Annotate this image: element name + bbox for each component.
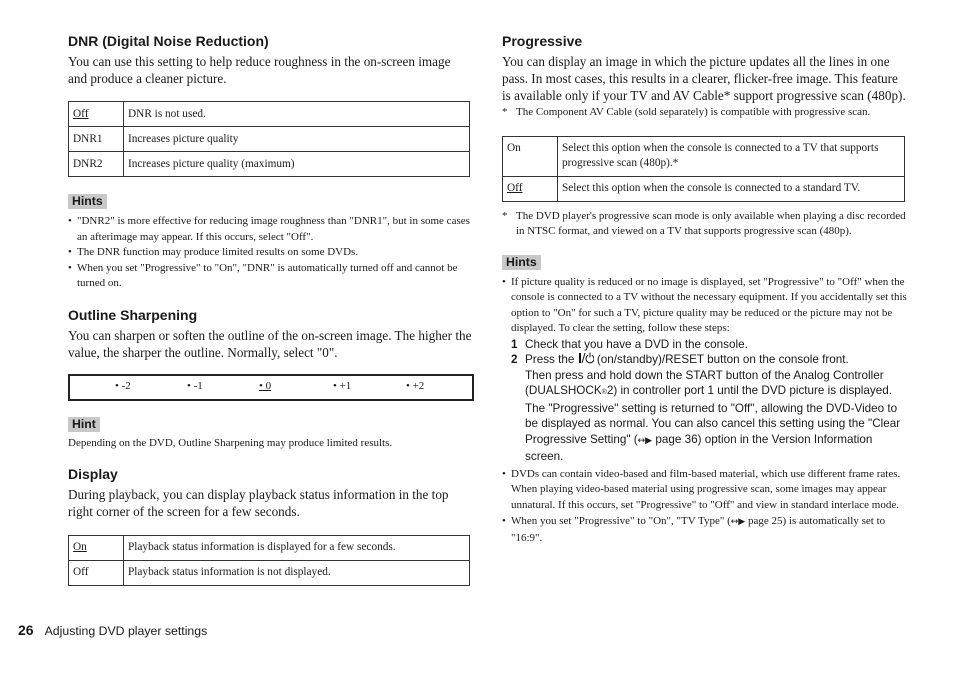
dnr-options-table [68, 101, 470, 177]
progressive-hints-list [502, 275, 907, 337]
footnote [502, 209, 907, 240]
option-key: Off [73, 107, 89, 120]
dnr-description: You can use this setting to help reduce roughness in the on-screen image and produce a cleaner picture. [68, 54, 451, 86]
hints-label: Hints [502, 255, 541, 270]
step-text: page 36) option in the Version Information screen. [525, 432, 873, 463]
option-desc: Select this option when the console is connected to a TV that supports progressive scan (480p).* [558, 136, 905, 176]
hints-label: Hints [68, 194, 107, 209]
page-ref-arrow-icon: ↔▶ [730, 517, 746, 527]
page-ref-arrow-icon: ↔▶ [637, 435, 653, 446]
option-key: Off [73, 566, 89, 578]
footnote-text: The Component AV Cable (sold separately) is compatible with progressive scan. [516, 106, 871, 118]
scale-option: • +1 [333, 379, 352, 392]
table-row [69, 102, 470, 127]
display-heading: Display [68, 465, 118, 482]
scale-option-selected: • 0 [259, 379, 272, 392]
display-options-table [68, 535, 470, 586]
table-row [69, 560, 470, 585]
display-description: During playback, you can display playback status information in the top right corner of the screen for a few seconds. [68, 486, 449, 519]
page-number: 26 [18, 622, 34, 638]
option-desc: Playback status information is not displayed. [124, 560, 470, 585]
option-desc: Increases picture quality [124, 127, 470, 152]
right-column [502, 32, 907, 546]
table-row [69, 535, 470, 560]
option-desc: Increases picture quality (maximum) [124, 152, 470, 177]
hint-label: Hint [68, 417, 100, 432]
footnote [502, 105, 907, 121]
step-text: Press the [525, 353, 575, 366]
option-key: On [73, 541, 87, 553]
list-item: • If picture quality is reduced or no image is displayed, set "Progressive" to "Off" when the console is connected to a TV without the necessary equipment. If you accidentally set this option to "On" for such a TV, picture quality may be reduced or the picture may not be displayed. To clear the setting, follow these steps: [502, 275, 907, 337]
footnote-text: The DVD player's progressive scan mode is only available when playing a disc recorded in NTSC format, and viewed on a TV that supports progressive scan (480p). [516, 209, 906, 237]
scale-option: • +2 [406, 379, 425, 392]
progressive-heading: Progressive [502, 33, 583, 49]
list-item: • "DNR2" is more effective for reducing image roughness than "DNR1", but in some cases an afterimage may appear. If this occurs, select "Off". [68, 214, 472, 245]
outline-heading: Outline Sharpening [68, 306, 198, 323]
option-key: Off [507, 182, 523, 194]
step-text: Then press and hold down the START button of the Analog Controller (DUALSHOCK [525, 368, 884, 397]
outline-hint: Depending on the DVD, Outline Sharpening may produce limited results. [68, 436, 393, 449]
power-standby-icon [578, 352, 594, 364]
dnr-hints-list [68, 214, 472, 292]
list-item: • When you set "Progressive" to "On", "DNR" is automatically turned off and cannot be turned on. [68, 261, 472, 292]
list-item: • DVDs can contain video-based and film-based material, which use different frame rates. When playing video-based material using progressive scan, some images may appear unnatural. If this occurs, set "Progressive" to "Off" and view in standard interlace mode. [502, 467, 907, 514]
step-text: Check that you have a DVD in the console. [525, 337, 748, 351]
table-row [69, 152, 470, 177]
option-desc: Playback status information is displayed for a few seconds. [124, 535, 470, 560]
table-row [69, 127, 470, 152]
outline-description: You can sharpen or soften the outline of the on-screen image. The higher the value, the sharper the outline. Normally, select "0". [68, 327, 472, 360]
step [502, 337, 907, 353]
asterisk: * [502, 106, 508, 118]
progressive-options-table [502, 136, 905, 202]
step-number: 1 [511, 337, 518, 351]
footer-section-title: Adjusting DVD player settings [44, 624, 208, 638]
asterisk: * [502, 209, 508, 222]
option-key: DNR2 [73, 157, 103, 170]
option-key: On [507, 141, 521, 154]
option-desc: Select this option when the console is connected to a standard TV. [558, 176, 905, 201]
page-footer [18, 622, 207, 640]
hint-text: When you set "Progressive" to "On", "TV Type" ( [511, 515, 731, 527]
list-item [502, 514, 907, 546]
option-key: DNR1 [73, 132, 103, 145]
step [502, 352, 907, 465]
table-row [503, 136, 905, 176]
sharpening-scale [68, 374, 474, 401]
hint-text: page 25) is automatically set to "16:9". [511, 515, 886, 544]
step-text: (on/standby)/RESET button on the console front. [596, 353, 849, 366]
steps-list [502, 337, 907, 465]
step-text: 2) in controller port 1 until the DVD picture is displayed. The "Progressive" setting is returned to "Off", allowing the DVD-Video to be displayed as normal. You can also cancel this setting using the "Clear Progressive Setting" ( [525, 384, 901, 446]
scale-option: • -2 [115, 379, 131, 392]
scale-option: • -1 [187, 379, 203, 392]
step-number: 2 [511, 353, 518, 366]
table-row [503, 176, 905, 201]
left-column [68, 32, 472, 586]
progressive-description: You can display an image in which the picture updates all the lines in one pass. In most cases, this results in a clearer, flicker-free image. This feature is available only if your TV and AV Cable* support progressive scan (480p). [502, 54, 906, 103]
option-desc: DNR is not used. [124, 102, 470, 127]
list-item: • The DNR function may produce limited results on some DVDs. [68, 245, 472, 261]
registered-icon: ® [601, 389, 607, 396]
progressive-hints-list-cont [502, 467, 907, 547]
dnr-heading: DNR (Digital Noise Reduction) [68, 33, 269, 49]
